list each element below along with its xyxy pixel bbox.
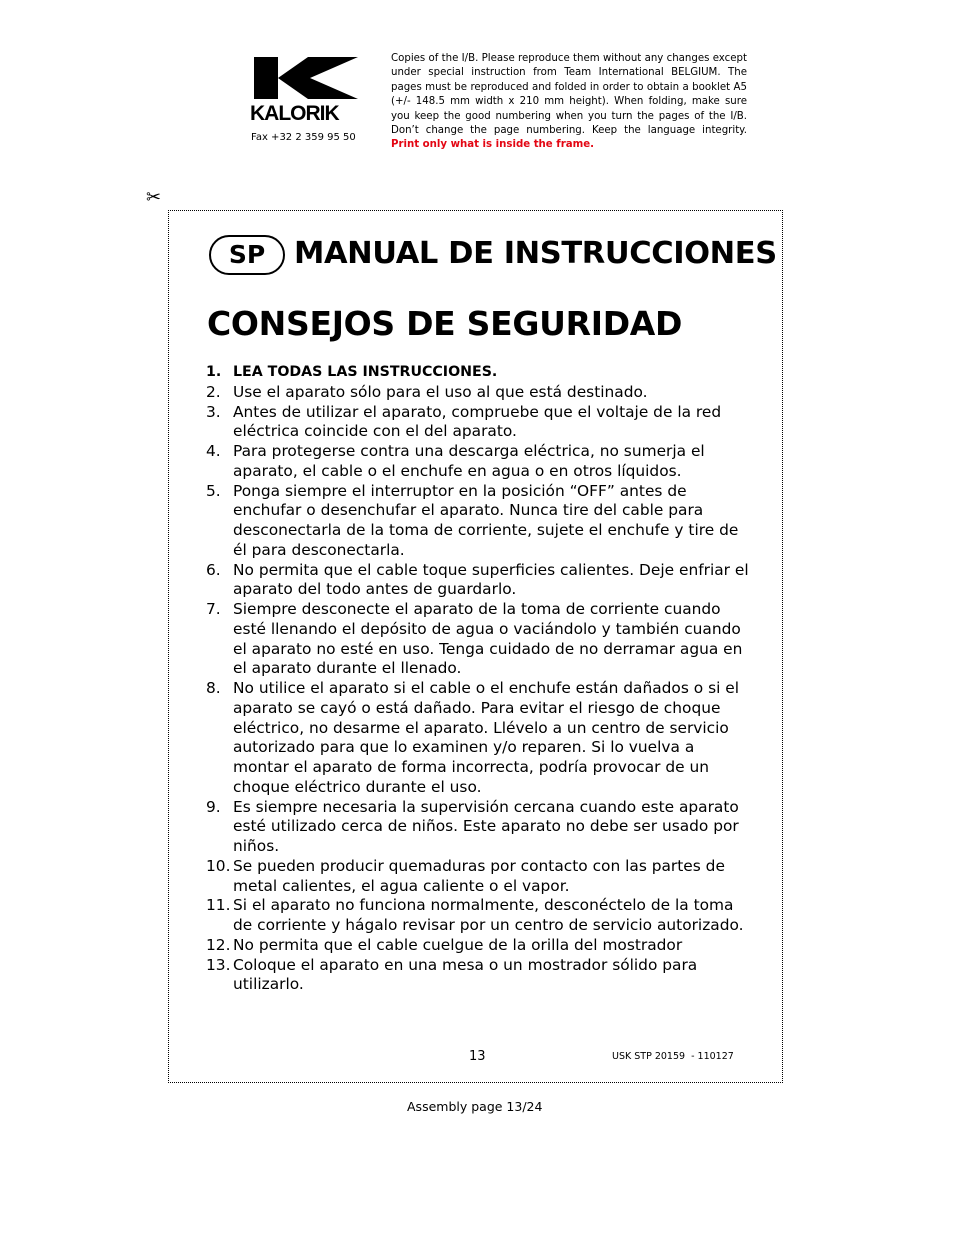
- item-text: Use el aparato sólo para el uso al que está destinado.: [233, 382, 648, 401]
- item-number: 13.: [206, 955, 231, 974]
- item-text: Se pueden producir quemaduras por contacto con las partes de metal calientes, el agua caliente o el vapor.: [233, 856, 725, 895]
- item-number: 6.: [206, 560, 221, 579]
- list-item: [206, 600, 751, 679]
- list-item: [206, 956, 751, 996]
- item-number: 11.: [206, 896, 231, 915]
- item-number: 4.: [206, 442, 221, 460]
- item-number: 12.: [206, 935, 231, 954]
- item-number: 9.: [206, 797, 221, 816]
- item-text: Antes de utilizar el aparato, compruebe que el voltaje de la red eléctrica coincide con el del aparato.: [233, 402, 722, 441]
- item-text: No utilice el aparato si el cable o el enchufe están dañados o si el aparato se cayó o está dañado. Para evitar el riesgo de choque eléctrico, no desarme el aparato. Llévelo a un centro de servicio autorizado para que lo examinen y/o reparen. Si lo vuelva a montar el aparato de forma incorrecta, podría provocar de un choque eléctrico durante el uso.: [233, 679, 739, 796]
- item-number: 1.: [206, 364, 222, 380]
- item-text: No permita que el cable toque superficies calientes. Deje enfriar el aparato del todo antes de guardarlo.: [233, 560, 749, 599]
- item-text: No permita que el cable cuelgue de la orilla del mostrador: [233, 935, 683, 954]
- print-notice-highlight: Print only what is inside the frame.: [391, 139, 594, 151]
- item-text: Es siempre necesaria la supervisión cercana cuando este aparato esté utilizado cerca de niños. Este aparato no debe ser usado por niños.: [233, 797, 739, 855]
- list-item: [206, 482, 751, 561]
- item-number: 10.: [206, 856, 231, 875]
- print-notice: [391, 52, 747, 153]
- language-badge: SP: [209, 235, 285, 275]
- manual-title: MANUAL DE INSTRUCCIONES: [294, 236, 777, 271]
- section-title: CONSEJOS DE SEGURIDAD: [207, 304, 683, 343]
- item-text: Para protegerse contra una descarga eléctrica, no sumerja el aparato, el cable o el enchufe en agua o en otros líquidos.: [233, 442, 705, 480]
- model-code: USK STP 20159 - 110127: [612, 1051, 734, 1062]
- scissors-icon: ✂: [146, 187, 162, 208]
- list-item: [206, 442, 751, 482]
- item-number: 7.: [206, 600, 221, 618]
- item-number: 2.: [206, 382, 221, 401]
- item-text: LEA TODAS LAS INSTRUCCIONES.: [233, 364, 498, 380]
- brand-wordmark: KALORIK: [250, 102, 339, 125]
- item-text: Siempre desconecte el aparato de la toma de corriente cuando esté llenando el depósito de agua o vaciándolo y también cuando el aparato no esté en uso. Tenga cuidado de no derramar agua en el aparato durante el llenado.: [233, 600, 743, 678]
- list-item: [206, 798, 751, 857]
- item-number: 3.: [206, 402, 221, 421]
- list-item: [206, 896, 751, 936]
- list-item: [206, 561, 751, 601]
- page-number: 13: [469, 1049, 486, 1064]
- list-item: [206, 857, 751, 897]
- item-number: 5.: [206, 481, 221, 500]
- fax-number: Fax +32 2 359 95 50: [251, 132, 356, 143]
- list-item: [206, 936, 751, 956]
- list-item: [206, 383, 751, 403]
- safety-instructions-list: [206, 363, 751, 995]
- list-item: [206, 363, 751, 383]
- assembly-page: Assembly page 13/24: [407, 1099, 543, 1114]
- item-text: Si el aparato no funciona normalmente, desconéctelo de la toma de corriente y hágalo revisar por un centro de servicio autorizado.: [233, 896, 744, 934]
- list-item: [206, 403, 751, 443]
- list-item: [206, 679, 751, 798]
- item-text: Coloque el aparato en una mesa o un mostrador sólido para utilizarlo.: [233, 955, 698, 994]
- print-notice-text: Copies of the I/B. Please reproduce them without any changes except under special instruction from Team International BELGIUM. The pages must be reproduced and folded in order to obtain a booklet A5 (+/- 148.5 mm width x 210 mm height). When folding, make sure you keep the good numbering when you turn the pages of the I/B. Don’t change the page numbering. Keep the language integrity.: [391, 53, 747, 137]
- item-number: 8.: [206, 679, 221, 697]
- item-text: Ponga siempre el interruptor en la posición “OFF” antes de enchufar o desenchufar el aparato. Nunca tire del cable para desconectarla de la toma de corriente, sujete el enchufe y tire de él para desconectarla.: [233, 481, 739, 559]
